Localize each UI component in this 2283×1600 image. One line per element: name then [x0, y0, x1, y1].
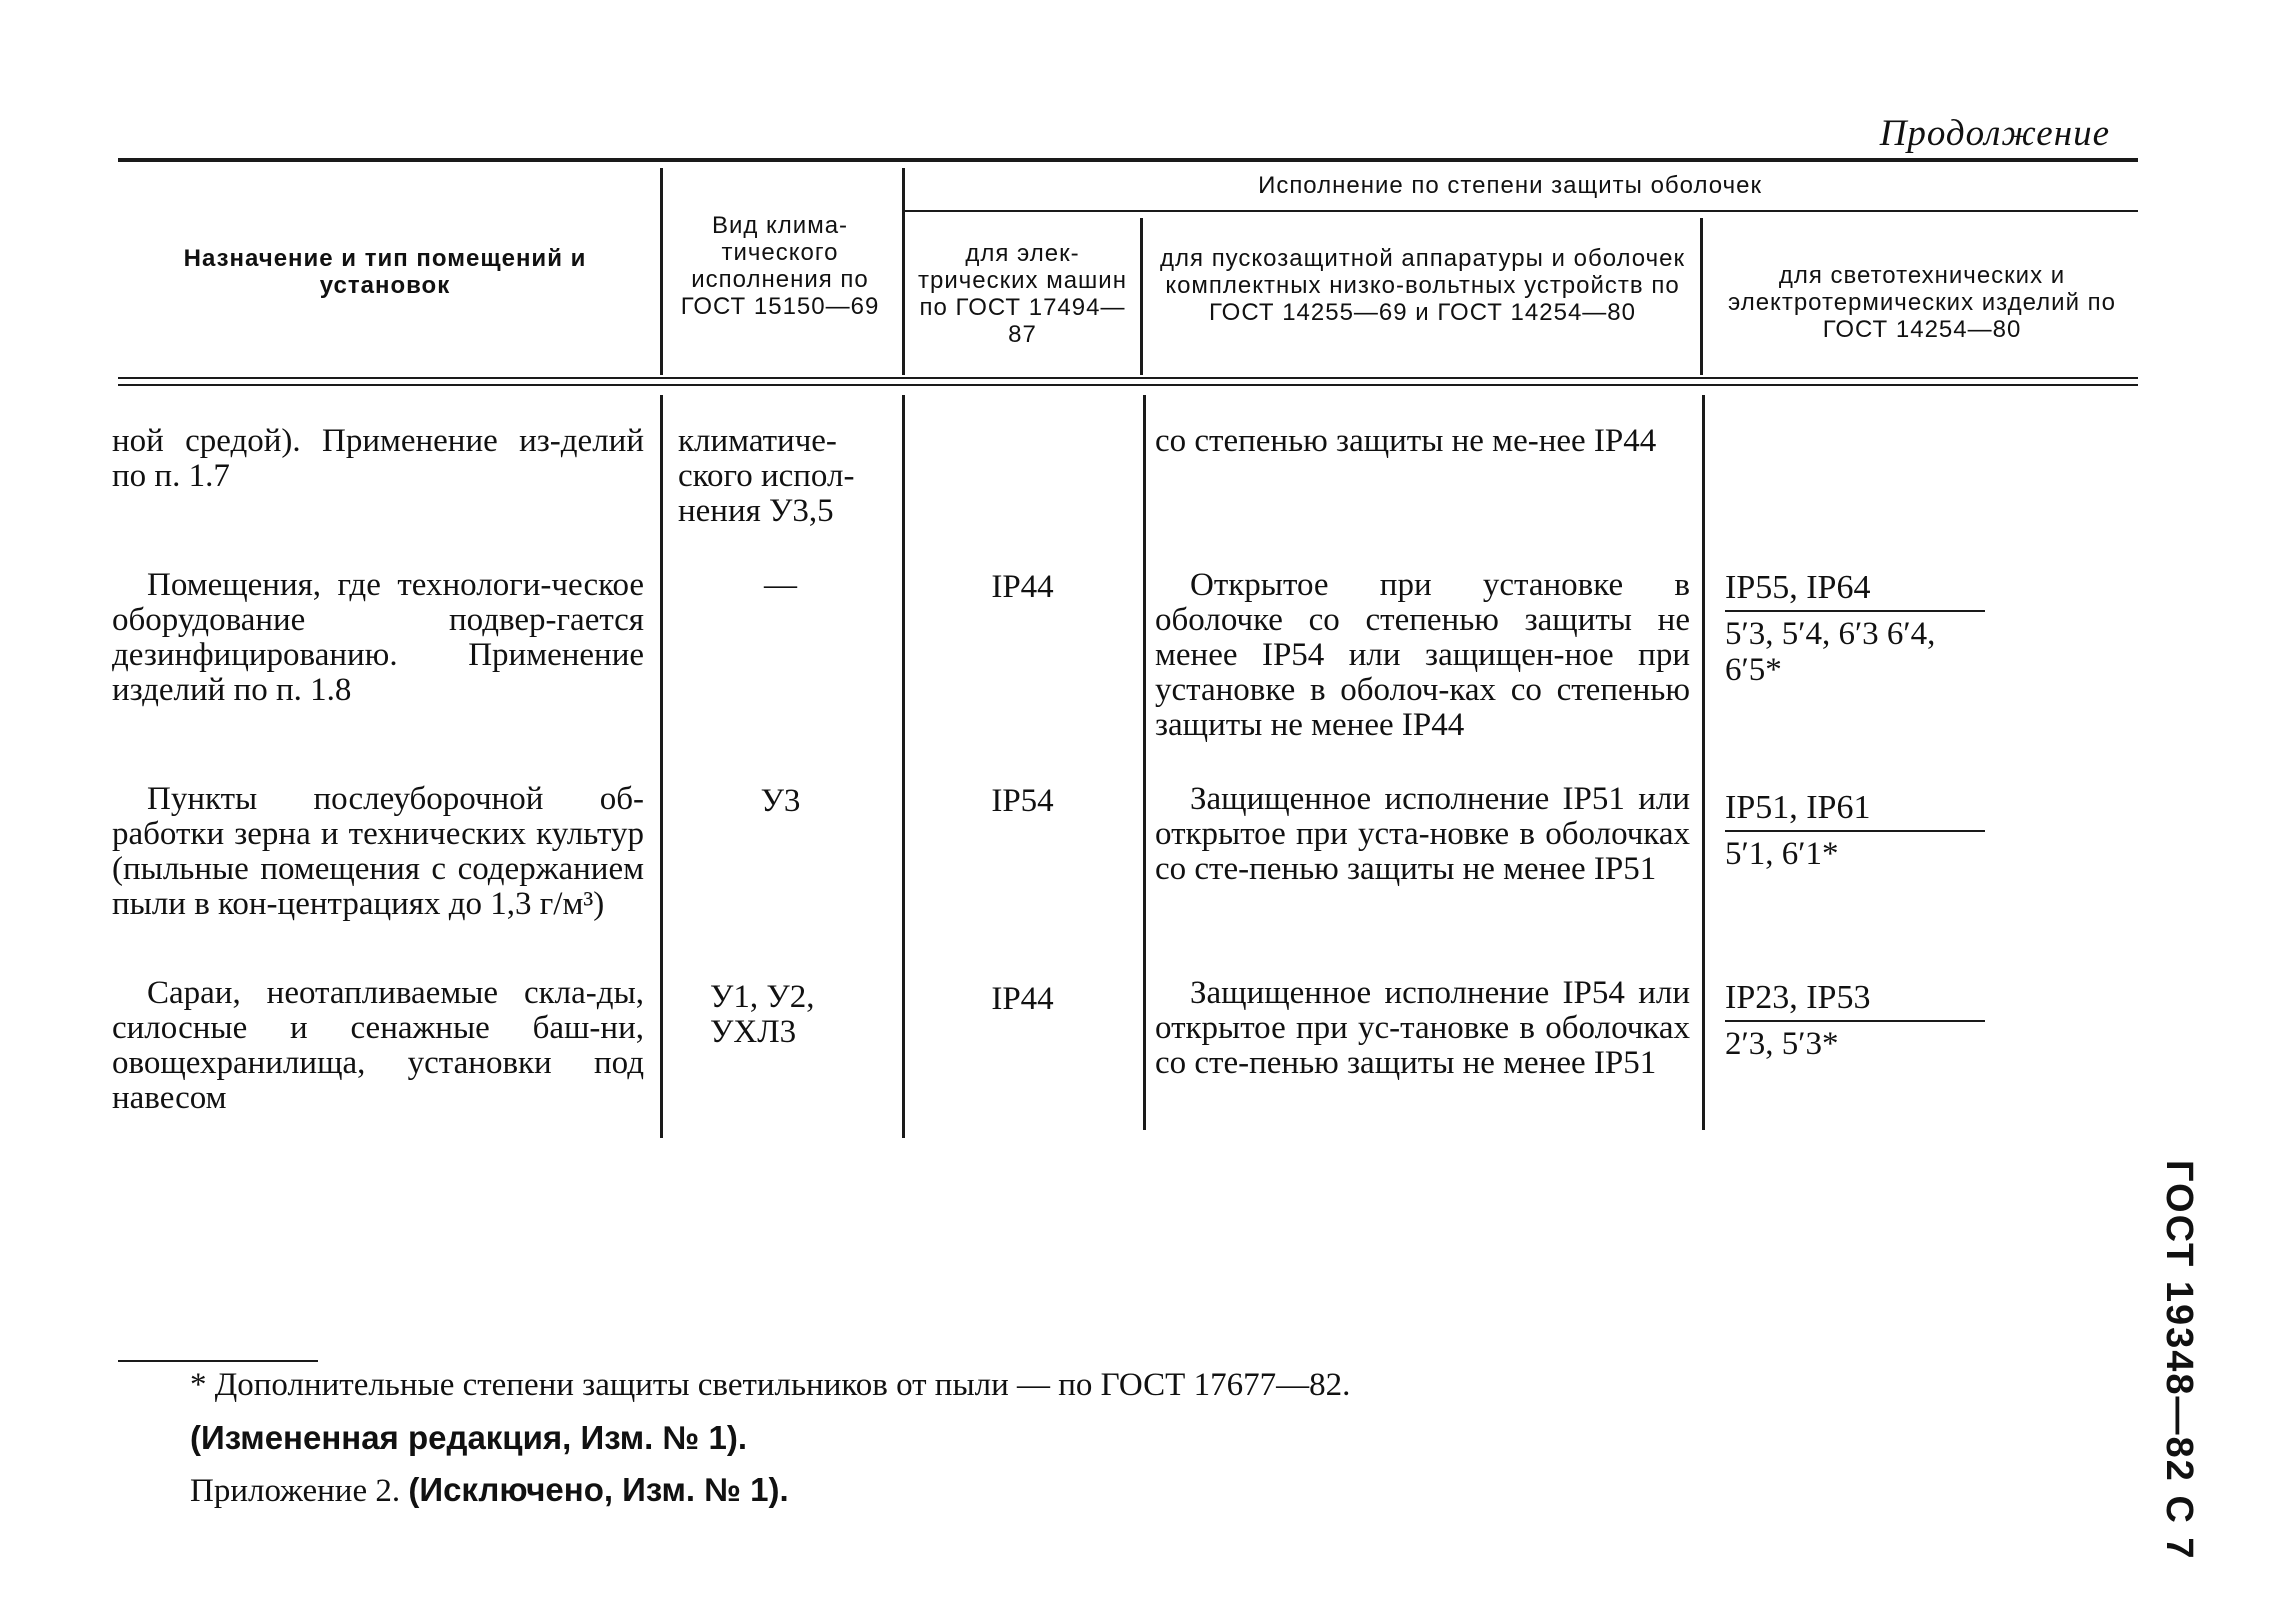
header-protection-group: Исполнение по степени защиты оболочек [1258, 172, 1762, 199]
col-divider-4-body [1702, 395, 1705, 1130]
row3-purpose: Пункты послеуборочной об-работки зерна и технических культур (пыльные помещения с содержанием пыли в кон-центрациях до 1,3 г/м³) [112, 781, 644, 922]
row1-apparatus: со степенью защиты не ме-нее IP44 [1155, 423, 1657, 459]
appendix-note [190, 1470, 1390, 1511]
group-header-rule [905, 210, 2138, 212]
row3-lighting-ip: IP51, IP61 [1725, 788, 1985, 832]
col-divider-4-header [1700, 218, 1703, 375]
row3-apparatus: Защищенное исполнение IP51 или открытое при уста-новке в оболочках со сте-пенью защиты не менее IP51 [1155, 781, 1690, 887]
header-bottom-rule [118, 377, 2138, 379]
header-bottom-rule-2 [118, 384, 2138, 386]
row4-purpose: Сараи, неотапливаемые скла-ды, силосные и сенажные баш-ни, овощехранилища, установки под навесом [112, 975, 644, 1116]
document-side-title: ГОСТ 19348—82 С 7 [2158, 1160, 2200, 1561]
table-top-rule [118, 158, 2138, 162]
row4-apparatus: Защищенное исполнение IP54 или открытое при ус-тановке в оболочках со сте-пенью защиты не менее IP51 [1155, 975, 1690, 1081]
row2-lighting-sub: 5′3, 5′4, 6′3 6′4, 6′5* [1725, 616, 1936, 688]
row4-climate: У1, У2, УХЛ3 [710, 979, 815, 1050]
header-apparatus: для пускозащитной аппаратуры и оболочек комплектных низко-вольтных устройств по ГОСТ 14255—69 и ГОСТ 14254—80 [1160, 245, 1685, 326]
header-climate: Вид клима-тического исполнения по ГОСТ 15150—69 [680, 212, 880, 320]
row2-climate: — [764, 567, 797, 603]
footnote-rule [118, 1360, 318, 1362]
col-divider-1-body [660, 395, 663, 1138]
footnote-text: * Дополнительные степени защиты светильников от пыли — по ГОСТ 17677—82. [190, 1367, 1351, 1403]
col-divider-1-header [660, 168, 663, 375]
col-divider-2-header [902, 168, 905, 375]
appendix-excluded: (Исключено, Изм. № 1). [408, 1471, 789, 1508]
row2-machines: IP44 [991, 569, 1054, 605]
col-divider-3-header [1140, 218, 1143, 375]
header-machines: для элек-трических машин по ГОСТ 17494—87 [918, 240, 1127, 348]
row2-purpose: Помещения, где технологи-ческое оборудование подвер-гается дезинфицированию. Применение изделий по п. 1.8 [112, 567, 644, 708]
continuation-label: Продолжение [1879, 113, 2110, 154]
row4-lighting-ip: IP23, IP53 [1725, 978, 1985, 1022]
row4-lighting-sub: 2′3, 5′3* [1725, 1026, 1839, 1062]
amendment-note: (Измененная редакция, Изм. № 1). [190, 1419, 747, 1456]
row1-purpose: ной средой). Применение из-делий по п. 1.7 [112, 423, 644, 494]
col-divider-3-body [1143, 395, 1146, 1130]
row2-lighting-ip: IP55, IP64 [1725, 568, 1985, 612]
row4-machines: IP44 [991, 981, 1054, 1017]
row3-climate: У3 [760, 783, 801, 819]
row1-climate: климатиче-ского испол-нения У3,5 [678, 423, 855, 529]
col-divider-2-body [902, 395, 905, 1138]
row2-apparatus: Открытое при установке в оболочке со степенью защиты не менее IP54 или защищен-ное при установке в оболоч-ках со степенью защиты не менее IP44 [1155, 567, 1690, 743]
header-purpose: Назначение и тип помещений и установок [183, 245, 587, 299]
row3-machines: IP54 [991, 783, 1054, 819]
header-lighting: для светотехнических и электротермических изделий по ГОСТ 14254—80 [1727, 262, 2116, 343]
appendix-prefix: Приложение 2. [190, 1473, 401, 1509]
row3-lighting-sub: 5′1, 6′1* [1725, 836, 1839, 872]
